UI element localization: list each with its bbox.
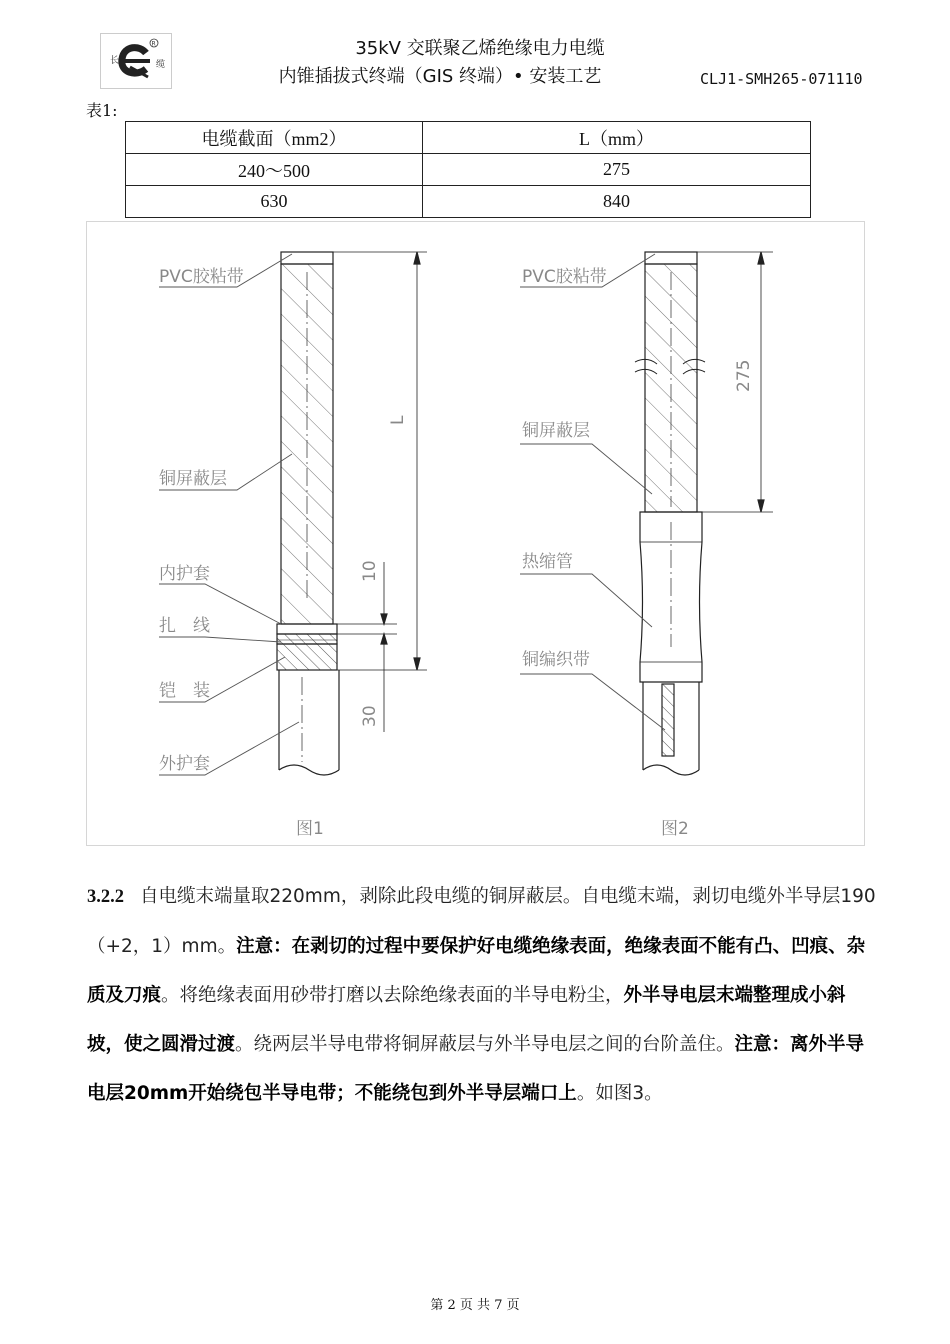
fig2-dim-275: 275 (734, 359, 754, 392)
paragraph-text: 。绕两层半导电带将铜屏蔽层与外半导电层之间的台阶盖住。 (235, 1034, 735, 1055)
fig2-label-heat-shrink: 热缩管 (522, 552, 573, 572)
cable-diagram (86, 221, 865, 846)
fig1-dim-L: L (388, 415, 408, 425)
fig1-dim-30: 30 (360, 705, 380, 727)
paragraph-emphasis: 注意：离外半导电层20mm开始绕包半导电带；不能绕包到外半导层端口上 (87, 1034, 865, 1104)
company-logo-icon (100, 33, 172, 89)
table-cell: 630 (126, 186, 423, 218)
paragraph-text: 自电缆末端量取220mm，剥除此段电缆的铜屏蔽层。自电缆末端，剥切电缆外半导层190（+2，1）mm。 (87, 886, 876, 957)
fig1-label-binding-wire: 扎 线 (159, 616, 210, 636)
paragraph-emphasis: 外半导电层末端整理成小斜坡，使之圆滑过渡 (87, 985, 846, 1055)
table-cell: 240～500 (126, 154, 423, 186)
table-header-cell: 电缆截面（mm2） (126, 122, 423, 154)
table-header-row (126, 122, 811, 154)
doc-title-line2: 内锥插拔式终端（GIS 终端）• 安装工艺 (278, 66, 602, 87)
fig2-label-pvc-tape: PVC胶粘带 (522, 267, 607, 287)
paragraph-text: 。将绝缘表面用砂带打磨以去除绝缘表面的半导电粉尘， (161, 985, 624, 1006)
svg-text:R: R (151, 40, 156, 48)
size-table (125, 121, 811, 218)
page-footer: 第 2 页 共 7 页 (430, 1298, 520, 1313)
table-row (126, 154, 811, 186)
fig1-label-armor: 铠 装 (159, 681, 210, 701)
fig1-label-inner-sheath: 内护套 (159, 564, 210, 584)
table-cell: 840 (423, 186, 811, 218)
fig1-label-outer-sheath: 外护套 (159, 754, 210, 774)
svg-text:长: 长 (110, 56, 120, 66)
fig1-caption: 图1 (296, 819, 324, 839)
doc-number: CLJ1-SMH265-071110 (700, 70, 863, 88)
fig2-label-copper-shield: 铜屏蔽层 (522, 421, 590, 441)
table-header-cell: L（mm） (423, 122, 811, 154)
section-paragraph (87, 872, 880, 1118)
fig2-label-copper-braid: 铜编织带 (522, 650, 590, 670)
table-row (126, 186, 811, 218)
fig1-dim-10: 10 (360, 560, 380, 582)
table-label: 表1: (86, 101, 118, 120)
doc-title-line1: 35kV 交联聚乙烯绝缘电力电缆 (355, 38, 605, 59)
paragraph-text: 。如图3。 (576, 1083, 663, 1104)
fig1-label-copper-shield: 铜屏蔽层 (159, 469, 227, 489)
table-cell: 275 (423, 154, 811, 186)
section-number: 3.2.2 (87, 887, 124, 907)
fig1-label-pvc-tape: PVC胶粘带 (159, 267, 244, 287)
fig2-caption: 图2 (661, 819, 689, 839)
svg-text:缆: 缆 (156, 60, 166, 70)
paragraph-emphasis: 注意：在剥切的过程中要保护好电缆绝缘表面，绝缘表面不能有凸、凹痕、杂质及刀痕 (87, 936, 866, 1006)
